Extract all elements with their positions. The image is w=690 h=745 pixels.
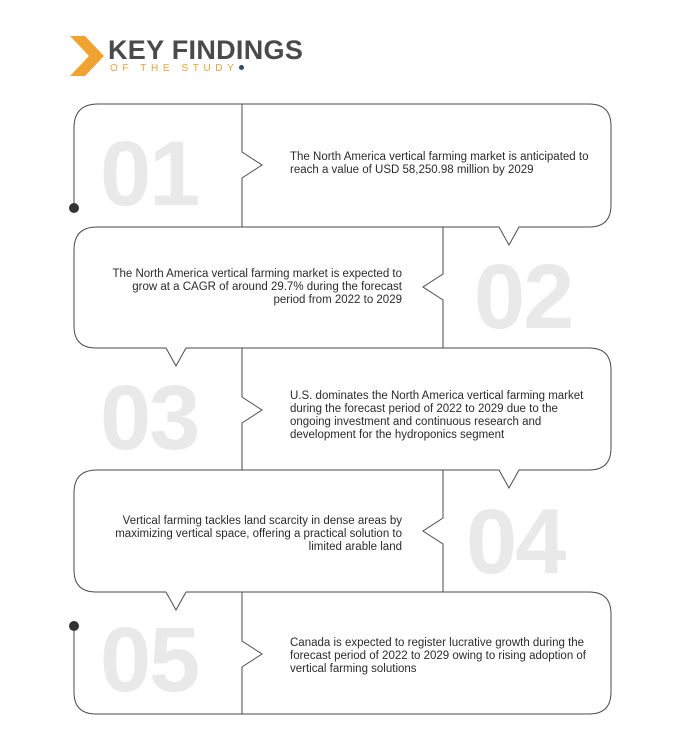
start-dot-icon — [69, 203, 79, 213]
finding-text-1: The North America vertical farming market is anticipated to reach a value of USD 58,250.98 million by 2029 — [290, 151, 589, 176]
finding-text-3: U.S. dominates the North America vertical farming market during the forecast period of 2022 to 2029 due to the ongoing investment and continuous research and development for the hydroponics segment — [290, 390, 584, 441]
page-title: KEY FINDINGS — [108, 35, 304, 65]
finding-number-1: 01 — [100, 123, 199, 225]
page-subtitle: OF THE STUDY — [110, 63, 244, 75]
finding-number-2: 02 — [474, 246, 573, 348]
finding-number-3: 03 — [100, 367, 199, 469]
finding-text-5: Canada is expected to register lucrative growth during the forecast period of 2022 to 2029 owing to rising adoption of vertical farming solutions — [290, 637, 587, 675]
finding-text-2: The North America vertical farming market is expected to grow at a CAGR of around 29.7% during the forecast period from 2022 to 2029 — [112, 268, 402, 306]
finding-number-4: 04 — [466, 491, 565, 593]
end-dot-icon — [69, 621, 79, 631]
finding-number-5: 05 — [100, 609, 199, 711]
finding-text-4: Vertical farming tackles land scarcity in dense areas by maximizing vertical space, offering a practical solution to limited arable land — [115, 515, 402, 553]
